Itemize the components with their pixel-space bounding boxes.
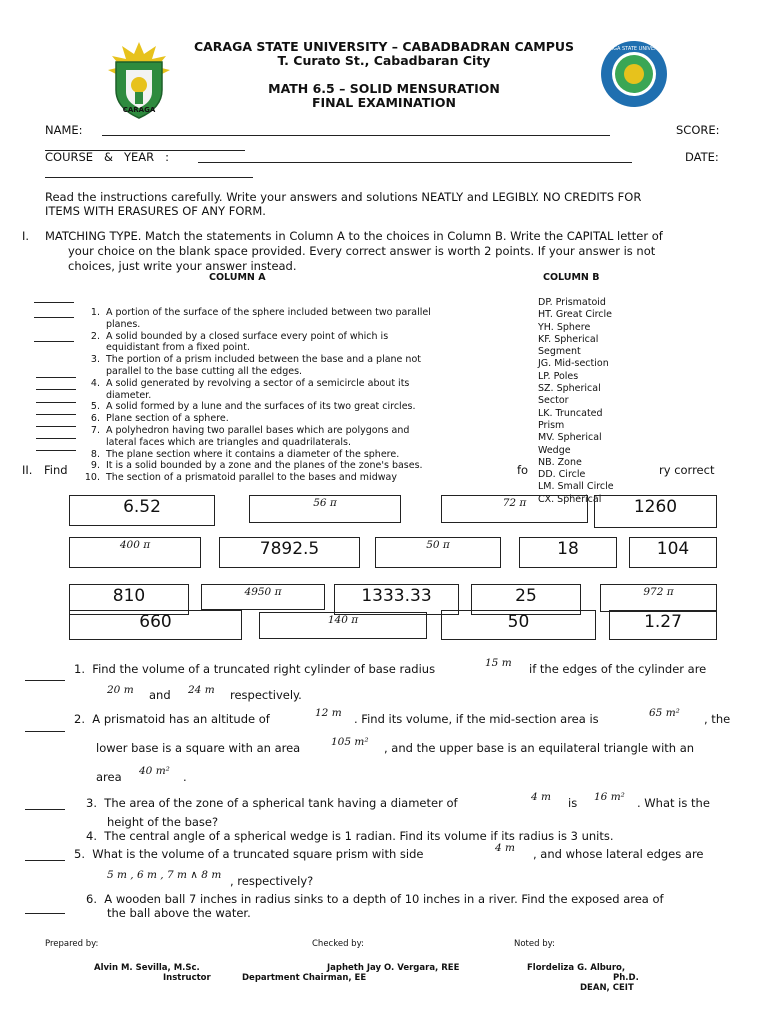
math-value: 105 m² <box>331 736 369 748</box>
checked-name: Japheth Jay O. Vergara, REE <box>327 963 460 973</box>
answer-blank[interactable] <box>25 680 65 681</box>
problem-6: 6. A wooden ball 7 inches in radius sinks to a depth of 10 inches in a river. Find the exposed area of <box>86 892 664 906</box>
answer-blank[interactable] <box>25 913 65 914</box>
problem-4: 4. The central angle of a spherical wedge is 1 radian. Find its volume if its radius is 3 units. <box>86 829 614 843</box>
problem-6-text: the ball above the water. <box>107 906 251 920</box>
problem-1-text: respectively. <box>230 688 302 702</box>
list-item: 2. A solid bounded by a closed surface every point of which is <box>90 330 389 342</box>
choice-item: Sector <box>538 395 569 407</box>
course-year-label: COURSE & YEAR : <box>45 150 169 164</box>
choice-box: 72 π <box>441 495 588 523</box>
campus-address: T. Curato St., Cabadbaran City <box>277 53 491 68</box>
choice-box: 810 <box>69 584 189 615</box>
part2-fragment-mid: fo <box>517 463 529 477</box>
problem-3-text: height of the base? <box>107 815 219 829</box>
choice-box: 104 <box>629 537 717 568</box>
choice-box: 1260 <box>594 495 717 528</box>
choice-item: Segment <box>538 346 581 358</box>
noted-title: DEAN, CEIT <box>580 983 634 993</box>
choice-box: 56 π <box>249 495 401 523</box>
choice-item: DD. Circle <box>538 469 586 481</box>
choice-box: 18 <box>519 537 617 568</box>
answer-blank[interactable] <box>36 450 76 451</box>
choice-item: KF. Spherical <box>538 333 599 345</box>
column-a-list <box>84 307 504 484</box>
choice-box: 25 <box>471 584 581 615</box>
choice-box: 660 <box>69 610 242 640</box>
choice-box: 1.27 <box>609 610 717 640</box>
list-item: diameter. <box>106 389 152 401</box>
list-item: 10. The section of a prismatoid parallel to the bases and midway <box>84 472 397 484</box>
choice-box: 972 π <box>600 584 717 612</box>
problem-2-text: , the <box>704 712 731 726</box>
answer-blank[interactable] <box>34 317 74 318</box>
choice-box: 50 π <box>375 537 501 568</box>
math-value: 12 m <box>315 707 342 719</box>
choice-box: 4950 π <box>201 584 325 610</box>
math-value: 15 m <box>485 657 512 669</box>
math-value: 4 m <box>531 791 551 803</box>
choice-item: HT. Great Circle <box>538 309 613 321</box>
list-item: 6. Plane section of a sphere. <box>90 413 229 425</box>
choice-item: Wedge <box>538 444 571 456</box>
list-item: equidistant from a fixed point. <box>106 342 250 354</box>
answer-blank[interactable] <box>36 414 76 415</box>
problem-5-text: , respectively? <box>230 874 314 888</box>
problem-3: 3. The area of the zone of a spherical tank having a diameter of <box>86 796 458 810</box>
choice-item: LM. Small Circle <box>538 481 614 493</box>
answer-blank[interactable] <box>36 402 76 403</box>
noted-name: Flordeliza G. Alburo, <box>527 963 626 973</box>
noted-degree: Ph.D. <box>613 973 639 983</box>
part1-numeral: I. <box>22 229 30 243</box>
problem-2-text: . <box>183 770 187 784</box>
math-value: 5 m , 6 m , 7 m ∧ 8 m <box>107 869 222 881</box>
math-value: 65 m² <box>649 707 680 719</box>
date-label: DATE: <box>685 150 719 164</box>
answer-blank[interactable] <box>36 389 76 390</box>
list-item: 9. It is a solid bounded by a zone and the planes of the zone's bases. <box>90 460 423 472</box>
checked-by-label: Checked by: <box>312 939 364 949</box>
list-item: 5. A solid formed by a lune and the surfaces of its two great circles. <box>90 401 416 413</box>
math-value: 4 m <box>495 842 515 854</box>
instructions-line2: ITEMS WITH ERASURES OF ANY FORM. <box>45 204 266 218</box>
part2-fragment-right: ry correct <box>659 463 715 477</box>
answer-blank[interactable] <box>25 860 65 861</box>
choice-item: JG. Mid-section <box>538 358 609 370</box>
exam-title: FINAL EXAMINATION <box>311 95 456 110</box>
problem-1-text: if the edges of the cylinder are <box>529 662 707 676</box>
choice-item: SZ. Spherical <box>538 383 601 395</box>
problem-2-text: lower base is a square with an area <box>96 741 301 755</box>
prepared-title: Instructor <box>163 973 211 983</box>
column-b-list <box>538 297 648 505</box>
name-field[interactable] <box>102 135 610 136</box>
part1-line2: your choice on the blank space provided. Every correct answer is worth 2 points. If your answer is not <box>68 244 656 258</box>
prepared-by-label: Prepared by: <box>45 939 99 949</box>
course-title: MATH 6.5 – SOLID MENSURATION <box>268 81 500 96</box>
list-item: 8. The plane section where it contains a diameter of the sphere. <box>90 448 400 460</box>
problem-1-text: and <box>149 688 171 702</box>
course-year-field-cont[interactable] <box>45 177 253 178</box>
problem-2-text: area <box>96 770 122 784</box>
part1-line1: MATCHING TYPE. Match the statements in Column A to the choices in Column B. Write the CAPITAL letter of <box>45 229 663 243</box>
noted-by-label: Noted by: <box>514 939 555 949</box>
answer-blank[interactable] <box>36 426 76 427</box>
column-b-header: COLUMN B <box>543 272 600 283</box>
name-label: NAME: <box>45 123 83 137</box>
list-item: 4. A solid generated by revolving a sector of a semicircle about its <box>90 377 410 389</box>
problem-3-text: . What is the <box>637 796 710 810</box>
problem-2: 2. A prismatoid has an altitude of <box>74 712 270 726</box>
problem-3-text: is <box>568 796 578 810</box>
problem-2-text: , and the upper base is an equilateral triangle with an <box>384 741 695 755</box>
choice-box: 400 π <box>69 537 201 568</box>
score-label: SCORE: <box>676 123 720 137</box>
answer-blank[interactable] <box>25 809 65 810</box>
course-year-field[interactable] <box>198 162 632 163</box>
part2-numeral: II. <box>22 463 33 477</box>
math-value: 40 m² <box>139 765 170 777</box>
choice-item: LK. Truncated <box>538 407 603 419</box>
choice-box: 50 <box>441 610 596 640</box>
list-item: lateral faces which are triangles and quadrilaterals. <box>106 436 352 448</box>
problem-5-text: , and whose lateral edges are <box>533 847 704 861</box>
column-a-header: COLUMN A <box>209 272 266 283</box>
choice-box: 1333.33 <box>334 584 459 615</box>
problem-1: 1. Find the volume of a truncated right cylinder of base radius <box>74 662 436 676</box>
math-value: 20 m <box>107 684 134 696</box>
part1-line3: choices, just write your answer instead. <box>68 259 297 273</box>
choice-item: CX. Spherical <box>538 493 602 505</box>
answer-blank[interactable] <box>36 377 76 378</box>
list-item: parallel to the base cutting all the edges. <box>106 365 303 377</box>
math-value: 24 m <box>188 684 215 696</box>
part2-fragment-left: Find <box>44 463 68 477</box>
choice-item: NB. Zone <box>538 456 582 468</box>
choice-box: 140 π <box>259 612 427 639</box>
answer-blank[interactable] <box>34 341 74 342</box>
choice-item: MV. Spherical <box>538 432 602 444</box>
prepared-name: Alvin M. Sevilla, M.Sc. <box>94 963 200 973</box>
instructions-line1: Read the instructions carefully. Write your answers and solutions NEATLY and LEGIBLY. NO CREDITS FOR <box>45 190 642 204</box>
list-item: planes. <box>106 318 141 330</box>
choice-box: 7892.5 <box>219 537 360 568</box>
checked-title: Department Chairman, EE <box>242 973 367 983</box>
choice-item: DP. Prismatoid <box>538 297 606 308</box>
list-item: 3. The portion of a prism included between the base and a plane not <box>90 354 421 366</box>
problem-2-text: . Find its volume, if the mid-section area is <box>354 712 599 726</box>
answer-blank[interactable] <box>25 731 65 732</box>
choice-item: Prism <box>538 419 565 431</box>
list-item: 1. A portion of the surface of the sphere included between two parallel <box>90 307 431 318</box>
choice-item: LP. Poles <box>538 370 579 382</box>
math-value: 16 m² <box>594 791 625 803</box>
university-name: CARAGA STATE UNIVERSITY – CABADBADRAN CAMPUS <box>193 39 575 54</box>
problem-5: 5. What is the volume of a truncated square prism with side <box>74 847 424 861</box>
logo-caption: CARAGA <box>122 106 156 114</box>
choice-box: 6.52 <box>69 495 215 526</box>
choice-item: YH. Sphere <box>538 321 591 333</box>
svg-text:CARAGA STATE UNIVERSITY: CARAGA STATE UNIVERSITY <box>599 46 669 52</box>
answer-blank[interactable] <box>34 302 74 303</box>
answer-blank[interactable] <box>36 438 76 439</box>
list-item: 7. A polyhedron having two parallel bases which are polygons and <box>90 424 410 436</box>
